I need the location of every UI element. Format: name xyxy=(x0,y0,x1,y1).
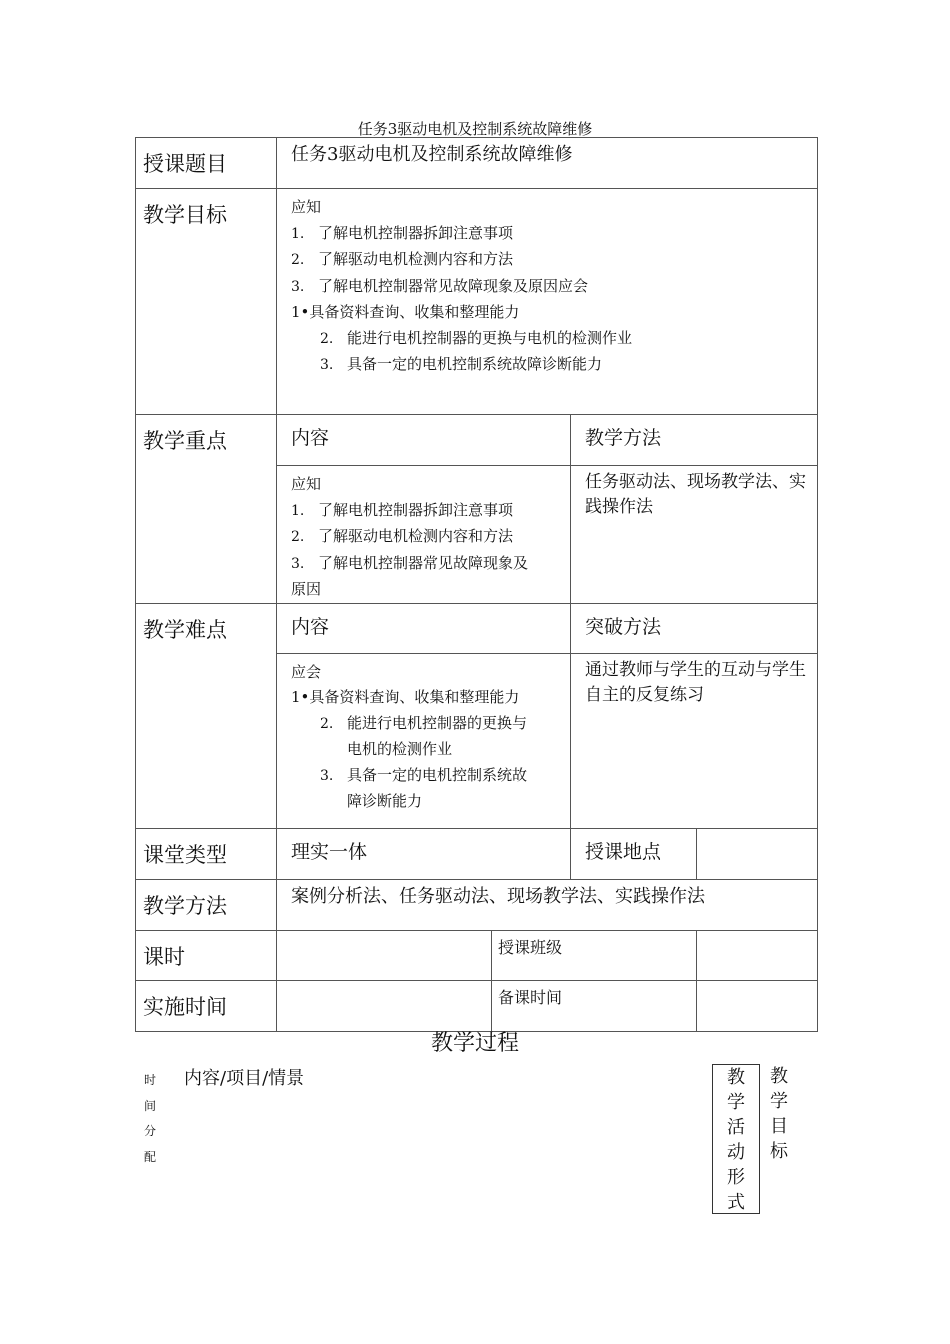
focus-k1: 了解电机控制器拆卸注意事项 xyxy=(318,500,514,519)
breakthrough-header: 突破方法 xyxy=(571,603,818,653)
difficulty-content: 应会 1•具备资料查询、收集和整理能力 2. 能进行电机控制器的更换与 电机的检测作业 3. 具备一定的电机控制系统故 障诊断能力 xyxy=(277,653,571,828)
teaching-method-value: 案例分析法、任务驱动法、现场教学法、实践操作法 xyxy=(277,879,818,930)
focus-content-header: 内容 xyxy=(277,415,571,466)
hours-value xyxy=(277,930,492,980)
activity-form-header: 教 学 活 动 形 式 xyxy=(712,1064,760,1214)
goal-label: 教学目标 xyxy=(136,189,277,415)
difficulty-a1: 1•具备资料查询、收集和整理能力 xyxy=(291,688,520,706)
goal-k3: 了解电机控制器常见故障现象及原因应会 xyxy=(318,276,589,295)
goal-content: 应知 1. 了解电机控制器拆卸注意事项 2. 了解驱动电机检测内容和方法 3. 了解电机控制器常见故障现象及原因应会 1•具备资料查询、收集和整理能力 2. 能进行电机控制器的更换与电机的检测作业 3. 具备一定的电机控制系统故障诊断能力 xyxy=(277,189,818,415)
goal-a3: 具备一定的电机控制系统故障诊断能力 xyxy=(347,355,603,373)
prep-time-label: 备课时间 xyxy=(492,980,697,1031)
goal-a2: 能进行电机控制器的更换与电机的检测作业 xyxy=(347,328,633,347)
location-label: 授课地点 xyxy=(571,828,697,879)
lesson-plan-table xyxy=(135,137,818,1032)
goal-a1: 1•具备资料查询、收集和整理能力 xyxy=(291,303,520,321)
teaching-goal-header: 教 学 目 标 xyxy=(770,1066,788,1162)
focus-k2: 了解驱动电机检测内容和方法 xyxy=(318,527,514,545)
topic-label: 授课题目 xyxy=(136,138,277,189)
process-title: 教学过程 xyxy=(430,1031,519,1056)
focus-label: 教学重点 xyxy=(136,415,277,604)
class-label: 授课班级 xyxy=(492,930,697,980)
prep-time-value xyxy=(697,980,818,1031)
time-allocation-header: 时 间 分 配 xyxy=(144,1073,157,1164)
difficulty-a2a: 能进行电机控制器的更换与 xyxy=(347,713,528,732)
difficulty-heading: 应会 xyxy=(291,662,322,681)
goal-k1: 了解电机控制器拆卸注意事项 xyxy=(318,223,514,242)
focus-k3b: 原因 xyxy=(291,580,322,598)
goal-know-heading: 应知 xyxy=(291,198,322,216)
focus-heading: 应知 xyxy=(291,475,322,493)
focus-k3a: 了解电机控制器常见故障现象及 xyxy=(318,553,529,572)
difficulty-a2b: 电机的检测作业 xyxy=(347,740,453,758)
impl-time-value xyxy=(277,980,492,1031)
hours-label: 课时 xyxy=(136,930,277,980)
class-value xyxy=(697,930,818,980)
difficulty-label: 教学难点 xyxy=(136,603,277,828)
class-type-label: 课堂类型 xyxy=(136,828,277,879)
teaching-method-label: 教学方法 xyxy=(136,879,277,930)
breakthrough-method: 通过教师与学生的互动与学生自主的反复练习 xyxy=(571,653,818,828)
difficulty-a3a: 具备一定的电机控制系统故 xyxy=(347,765,528,784)
location-value xyxy=(697,828,818,879)
difficulty-content-header: 内容 xyxy=(277,603,571,653)
focus-method: 任务驱动法、现场教学法、实践操作法 xyxy=(571,466,818,604)
content-header: 内容/项目/情景 xyxy=(184,1068,305,1089)
topic-value: 任务3驱动电机及控制系统故障维修 xyxy=(277,138,818,189)
difficulty-a3b: 障诊断能力 xyxy=(347,792,423,810)
focus-content: 应知 1. 了解电机控制器拆卸注意事项 2. 了解驱动电机检测内容和方法 3. 了解电机控制器常见故障现象及 原因 xyxy=(277,466,571,604)
focus-method-header: 教学方法 xyxy=(571,415,818,466)
impl-time-label: 实施时间 xyxy=(136,980,277,1031)
goal-k2: 了解驱动电机检测内容和方法 xyxy=(318,250,514,268)
class-type-value: 理实一体 xyxy=(277,828,571,879)
document-title: 任务3驱动电机及控制系统故障维修 xyxy=(357,120,593,138)
